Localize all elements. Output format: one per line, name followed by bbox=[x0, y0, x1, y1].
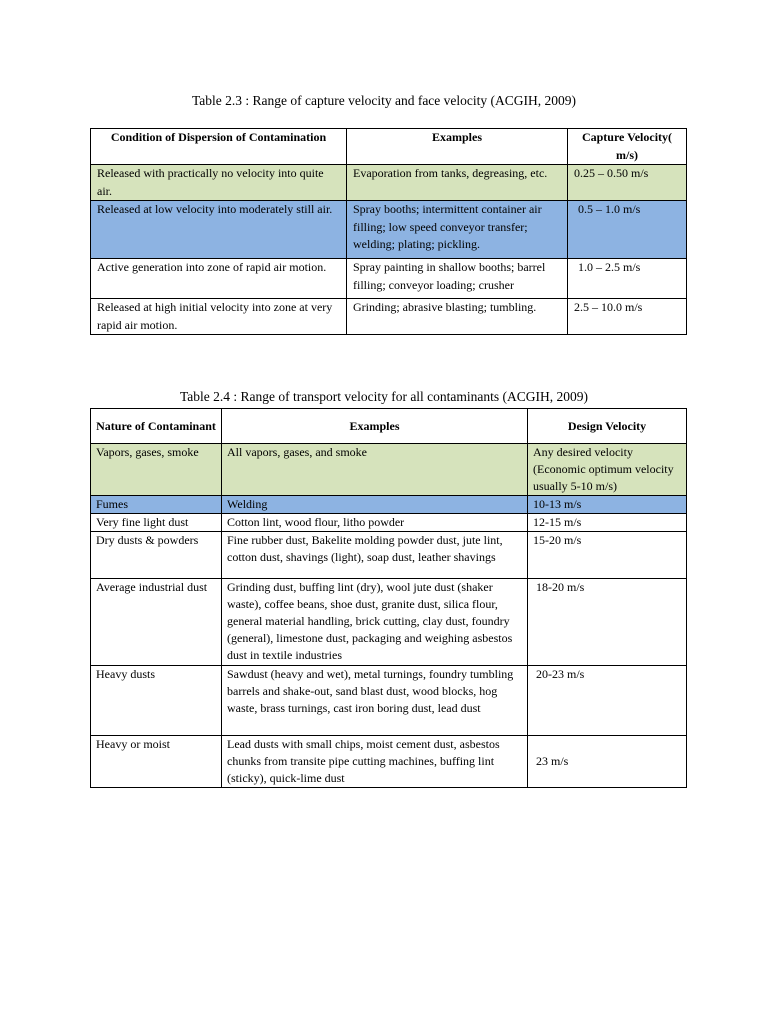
capture-velocity-table bbox=[90, 128, 687, 335]
velocity-cell: 12-15 m/s bbox=[528, 514, 687, 532]
nature-cell: Dry dusts & powders bbox=[91, 532, 222, 579]
examples-cell: All vapors, gases, and smoke bbox=[222, 444, 528, 496]
condition-cell: Released at high initial velocity into zone at very rapid air motion. bbox=[91, 299, 347, 335]
examples-cell: Sawdust (heavy and wet), metal turnings, foundry tumbling barrels and shake-out, sand blast dust, wood blocks, hog waste, brass turnings, cast iron boring dust, lead dust bbox=[222, 666, 528, 736]
table-row bbox=[91, 514, 687, 532]
header-examples: Examples bbox=[222, 409, 528, 444]
table-header-row bbox=[91, 409, 687, 444]
velocity-cell: 15-20 m/s bbox=[528, 532, 687, 579]
nature-cell: Heavy or moist bbox=[91, 736, 222, 788]
table-row bbox=[91, 444, 687, 496]
nature-cell: Fumes bbox=[91, 496, 222, 514]
table-row bbox=[91, 532, 687, 579]
nature-cell: Heavy dusts bbox=[91, 666, 222, 736]
nature-cell: Vapors, gases, smoke bbox=[91, 444, 222, 496]
table-row bbox=[91, 299, 687, 335]
examples-cell: Spray painting in shallow booths; barrel filling; conveyor loading; crusher bbox=[347, 259, 568, 299]
velocity-cell: 1.0 – 2.5 m/s bbox=[568, 259, 687, 299]
examples-cell: Evaporation from tanks, degreasing, etc. bbox=[347, 165, 568, 201]
table-2-3-caption: Table 2.3 : Range of capture velocity and face velocity (ACGIH, 2009) bbox=[191, 93, 577, 108]
table-row bbox=[91, 165, 687, 201]
velocity-cell: 0.25 – 0.50 m/s bbox=[568, 165, 687, 201]
header-capture-velocity: Capture Velocity( m/s) bbox=[568, 129, 687, 165]
table-row bbox=[91, 666, 687, 736]
table-row bbox=[91, 259, 687, 299]
condition-cell: Active generation into zone of rapid air motion. bbox=[91, 259, 347, 299]
nature-cell: Average industrial dust bbox=[91, 579, 222, 666]
table-row bbox=[91, 496, 687, 514]
velocity-cell: 18-20 m/s bbox=[528, 579, 687, 666]
examples-cell: Grinding dust, buffing lint (dry), wool jute dust (shaker waste), coffee beans, shoe dust, granite dust, silica flour, general material handling, brick cutting, clay dust, foundry (general), limestone dust, packaging and weighing asbestos dust in textile industries bbox=[222, 579, 528, 666]
examples-cell: Welding bbox=[222, 496, 528, 514]
examples-cell: Grinding; abrasive blasting; tumbling. bbox=[347, 299, 568, 335]
header-nature: Nature of Contaminant bbox=[91, 409, 222, 444]
nature-cell: Very fine light dust bbox=[91, 514, 222, 532]
header-condition: Condition of Dispersion of Contamination bbox=[91, 129, 347, 165]
velocity-cell: 23 m/s bbox=[528, 736, 687, 788]
velocity-cell: 2.5 – 10.0 m/s bbox=[568, 299, 687, 335]
velocity-cell: 10-13 m/s bbox=[528, 496, 687, 514]
condition-cell: Released with practically no velocity into quite air. bbox=[91, 165, 347, 201]
table-row bbox=[91, 736, 687, 788]
condition-cell: Released at low velocity into moderately still air. bbox=[91, 201, 347, 259]
header-examples: Examples bbox=[347, 129, 568, 165]
table-header-row bbox=[91, 129, 687, 165]
examples-cell: Cotton lint, wood flour, litho powder bbox=[222, 514, 528, 532]
examples-cell: Lead dusts with small chips, moist cement dust, asbestos chunks from transite pipe cutting machines, buffing lint (sticky), quick-lime dust bbox=[222, 736, 528, 788]
table-2-4-caption: Table 2.4 : Range of transport velocity for all contaminants (ACGIH, 2009) bbox=[179, 389, 589, 404]
examples-cell: Spray booths; intermittent container air filling; low speed conveyor transfer; welding; plating; pickling. bbox=[347, 201, 568, 259]
velocity-cell: 20-23 m/s bbox=[528, 666, 687, 736]
table-row bbox=[91, 201, 687, 259]
examples-cell: Fine rubber dust, Bakelite molding powder dust, jute lint, cotton dust, shavings (light), soap dust, leather shavings bbox=[222, 532, 528, 579]
transport-velocity-table bbox=[90, 408, 687, 788]
velocity-cell: Any desired velocity (Economic optimum velocity usually 5-10 m/s) bbox=[528, 444, 687, 496]
table-row bbox=[91, 579, 687, 666]
velocity-cell: 0.5 – 1.0 m/s bbox=[568, 201, 687, 259]
header-design-velocity: Design Velocity bbox=[528, 409, 687, 444]
